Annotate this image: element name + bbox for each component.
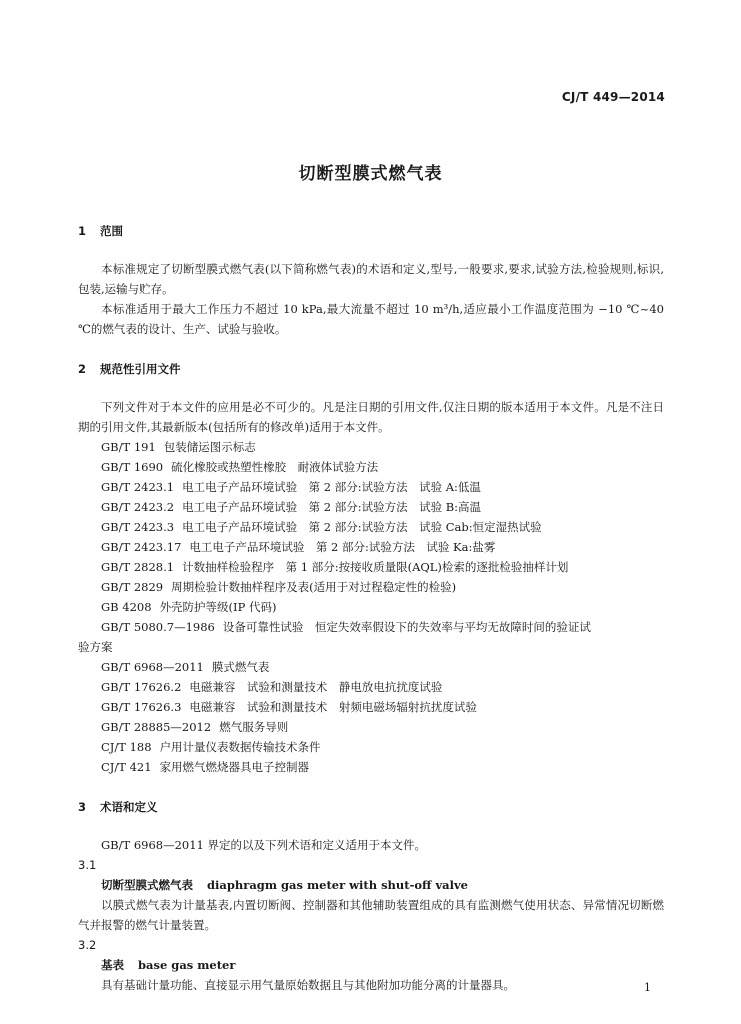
reference-item	[78, 717, 664, 737]
reference-item	[78, 557, 664, 577]
reference-code: CJ/T 188	[101, 740, 152, 754]
reference-item	[78, 757, 664, 777]
reference-code: CJ/T 421	[101, 760, 152, 774]
reference-code: GB/T 6968—2011	[101, 660, 204, 674]
term-title	[78, 875, 664, 895]
reference-code: GB/T 2423.3	[101, 520, 175, 534]
reference-item	[78, 677, 664, 697]
reference-code: GB/T 28885—2012	[101, 720, 212, 734]
section-heading-normative	[78, 359, 664, 379]
reference-code: GB/T 2423.17	[101, 540, 182, 554]
section-title: 规范性引用文件	[100, 362, 181, 376]
reference-item	[78, 497, 664, 517]
reference-title: 硫化橡胶或热塑性橡胶 耐液体试验方法	[171, 460, 379, 474]
standard-code: CJ/T 449—2014	[561, 90, 665, 104]
term-title	[78, 955, 664, 975]
reference-item	[78, 697, 664, 717]
term-chinese: 基表	[101, 958, 124, 972]
section-title: 范围	[100, 224, 123, 238]
paragraph: 本标准规定了切断型膜式燃气表(以下简称燃气表)的术语和定义,型号,一般要求,要求,试验方法,检验规则,标识,包装,运输与贮存。	[78, 262, 664, 296]
reference-item	[78, 737, 664, 757]
reference-item	[78, 597, 664, 617]
document-title: 切断型膜式燃气表	[298, 164, 443, 184]
reference-title: 电工电子产品环境试验 第 2 部分:试验方法 试验 A:低温	[182, 480, 481, 494]
section-number: 2	[78, 362, 87, 376]
reference-item	[78, 657, 664, 677]
reference-code: GB/T 17626.2	[101, 680, 182, 694]
document-body	[78, 221, 664, 995]
paragraph: 本标准适用于最大工作压力不超过 10 kPa,最大流量不超过 10 m³/h,适应最小工作温度范围为 −10 ℃~40 ℃的燃气表的设计、生产、试验与验收。	[78, 302, 664, 336]
reference-title: 户用计量仪表数据传输技术条件	[159, 740, 321, 754]
reference-item	[78, 517, 664, 537]
reference-title: 燃气服务导则	[219, 720, 289, 734]
section-number: 1	[78, 224, 87, 238]
section-heading-scope	[78, 221, 664, 241]
reference-code: GB/T 17626.3	[101, 700, 182, 714]
term-definition: 以膜式燃气表为计量基表,内置切断阀、控制器和其他辅助装置组成的具有监测燃气使用状态、异常情况切断燃气并报警的燃气计量装置。	[78, 898, 664, 932]
paragraph: GB/T 6968—2011 界定的以及下列术语和定义适用于本文件。	[101, 838, 427, 852]
reference-code: GB/T 2829	[101, 580, 164, 594]
reference-item	[78, 577, 664, 597]
reference-item	[78, 537, 664, 557]
reference-code: GB/T 2828.1	[101, 560, 175, 574]
reference-item	[78, 617, 664, 657]
reference-title: 电磁兼容 试验和测量技术 静电放电抗扰度试验	[189, 680, 443, 694]
reference-title: 包装储运图示标志	[163, 440, 256, 454]
reference-code: GB 4208	[101, 600, 152, 614]
section-number: 3	[78, 800, 87, 814]
reference-item	[78, 457, 664, 477]
reference-code: GB/T 2423.2	[101, 500, 175, 514]
section-heading-terms	[78, 797, 664, 817]
page-number: 1	[644, 981, 651, 994]
term-number: 3.2	[78, 938, 97, 952]
reference-title: 电工电子产品环境试验 第 2 部分:试验方法 试验 Cab:恒定湿热试验	[182, 520, 542, 534]
term-english: diaphragm gas meter with shut-off valve	[207, 878, 468, 892]
reference-title: 电工电子产品环境试验 第 2 部分:试验方法 试验 Ka:盐雾	[189, 540, 496, 554]
reference-title: 电磁兼容 试验和测量技术 射频电磁场辐射抗扰度试验	[189, 700, 477, 714]
reference-title: 外壳防护等级(IP 代码)	[159, 600, 277, 614]
term-definition: 具有基础计量功能、直接显示用气量原始数据且与其他附加功能分离的计量器具。	[101, 978, 515, 992]
reference-code: GB/T 5080.7—1986	[101, 620, 215, 634]
term-english: base gas meter	[138, 958, 236, 972]
reference-code: GB/T 1690	[101, 460, 164, 474]
reference-code: GB/T 2423.1	[101, 480, 175, 494]
reference-title-continued: 验方案	[78, 640, 113, 654]
reference-item	[78, 477, 664, 497]
reference-list	[78, 437, 664, 777]
term-number: 3.1	[78, 858, 97, 872]
reference-item	[78, 437, 664, 457]
reference-title: 计数抽样检验程序 第 1 部分:按接收质量限(AQL)检索的逐批检验抽样计划	[182, 560, 569, 574]
reference-title: 膜式燃气表	[211, 660, 270, 674]
reference-title: 家用燃气燃烧器具电子控制器	[159, 760, 310, 774]
section-title: 术语和定义	[100, 800, 158, 814]
reference-title: 电工电子产品环境试验 第 2 部分:试验方法 试验 B:高温	[182, 500, 482, 514]
paragraph: 下列文件对于本文件的应用是必不可少的。凡是注日期的引用文件,仅注日期的版本适用于本文件。凡是不注日期的引用文件,其最新版本(包括所有的修改单)适用于本文件。	[78, 400, 664, 434]
reference-code: GB/T 191	[101, 440, 156, 454]
term-chinese: 切断型膜式燃气表	[101, 878, 193, 892]
reference-title: 设备可靠性试验 恒定失效率假设下的失效率与平均无故障时间的验证试	[222, 620, 591, 634]
reference-title: 周期检验计数抽样程序及表(适用于对过程稳定性的检验)	[171, 580, 457, 594]
